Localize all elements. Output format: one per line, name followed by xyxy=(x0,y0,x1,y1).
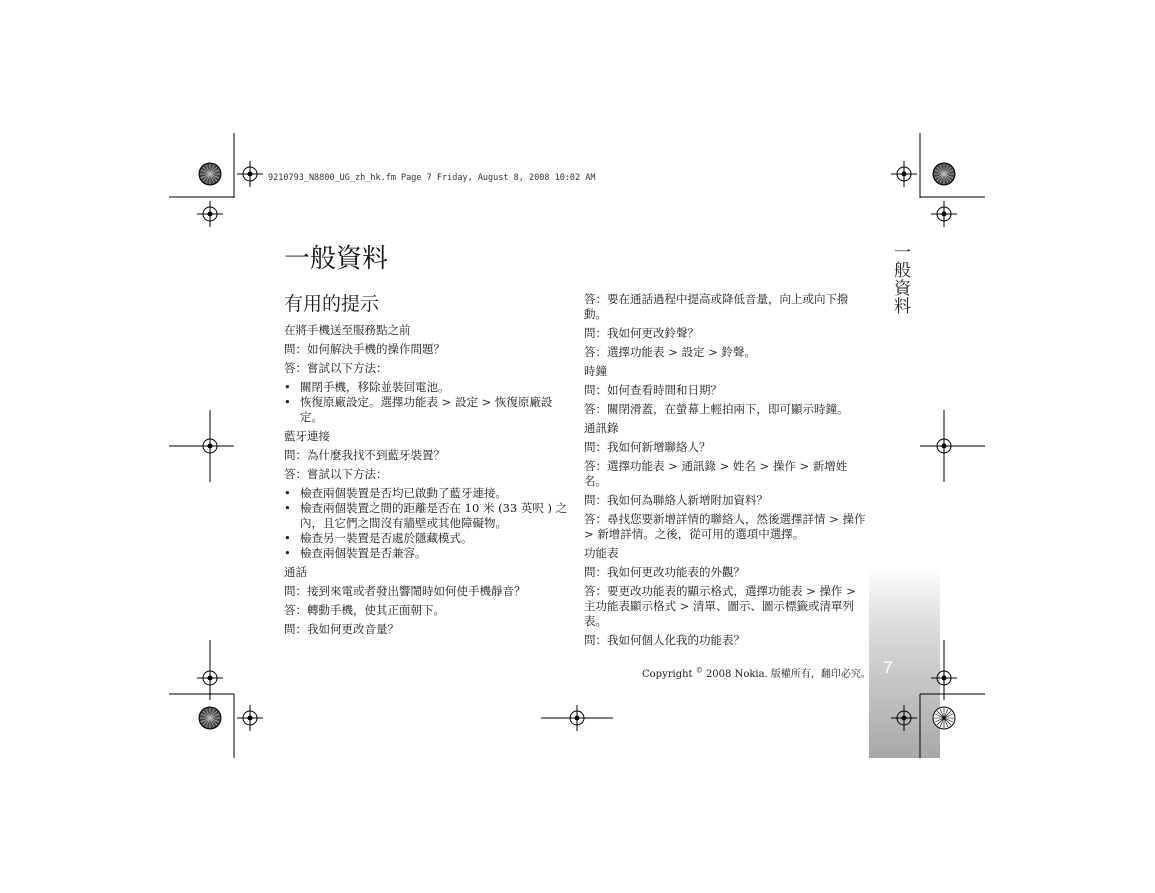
subheading-menu: 功能表 xyxy=(584,546,619,560)
copyright-text: 2008 Nokia. 版權所有，翻印必究。 xyxy=(705,669,871,680)
question: 問：如何查看時間和日期？ xyxy=(584,383,722,397)
answer: 答：轉動手機，使其正面朝下。 xyxy=(284,603,445,617)
subheading-contacts: 通訊錄 xyxy=(584,421,619,435)
answer: 答：嘗試以下方法： xyxy=(284,467,388,481)
subheading-bluetooth: 藍牙連接 xyxy=(284,429,330,443)
answer: 答：要更改功能表的顯示格式，選擇功能表 > 操作 > 主功能表顯示格式 > 清單、圖示、圖示標籤或清單列表。 xyxy=(584,584,856,628)
question: 問：我如何更改鈴聲？ xyxy=(584,326,699,340)
copyright-symbol: © xyxy=(695,666,703,675)
side-tab-title: 一般資料 xyxy=(890,243,910,315)
subheading-calls: 通話 xyxy=(284,565,307,579)
bullet-item: • 關閉手機，移除並裝回電池。 xyxy=(284,380,569,395)
chapter-title: 一般資料 xyxy=(284,244,389,274)
bullet-list xyxy=(284,486,569,561)
answer: 答：尋找您要新增詳情的聯絡人，然後選擇詳情 > 操作 > 新增詳情。之後，從可用的選項中選擇。 xyxy=(584,512,866,541)
question: 問：我如何更改功能表的外觀？ xyxy=(584,565,745,579)
file-header: 9210793_N8800_UG_zh_hk.fm Page 7 Friday, August 8, 2008 10:02 AM xyxy=(268,173,596,183)
bullet-item: • 恢復原廠設定。選擇功能表 > 設定 > 恢復原廠設定。 xyxy=(284,395,569,425)
question: 問：我如何個人化我的功能表？ xyxy=(584,633,745,647)
bullet-item: • 檢查另一裝置是否處於隱藏模式。 xyxy=(284,531,569,546)
answer: 答：要在通話過程中提高或降低音量，向上或向下撥動。 xyxy=(584,292,849,321)
bullet-list xyxy=(284,380,569,425)
answer: 答：選擇功能表 > 通訊錄 > 姓名 > 操作 > 新增姓名。 xyxy=(584,459,848,488)
answer: 答：關閉滑蓋，在螢幕上輕拍兩下，即可顯示時鐘。 xyxy=(584,402,849,416)
page-number: 7 xyxy=(883,658,893,677)
left-column xyxy=(284,292,569,641)
right-column xyxy=(584,292,866,652)
subheading-clock: 時鐘 xyxy=(584,364,607,378)
question: 問：接到來電或者發出響鬧時如何使手機靜音？ xyxy=(284,584,526,598)
answer: 答：嘗試以下方法： xyxy=(284,361,388,375)
question: 問：我如何為聯絡人新增附加資料？ xyxy=(584,493,768,507)
section-title: 有用的提示 xyxy=(284,293,380,315)
copyright-notice xyxy=(642,665,871,680)
answer: 答：選擇功能表 > 設定 > 鈴聲。 xyxy=(584,345,756,359)
subheading-before-service: 在將手機送至服務點之前 xyxy=(284,323,411,337)
question: 問：如何解決手機的操作問題？ xyxy=(284,342,445,356)
bullet-item: • 檢查兩個裝置是否均已啟動了藍牙連接。 xyxy=(284,486,569,501)
copyright-prefix: Copyright xyxy=(642,669,693,680)
bullet-item: • 檢查兩個裝置是否兼容。 xyxy=(284,546,569,561)
question: 問：我如何新增聯絡人？ xyxy=(584,440,711,454)
question: 問：為什麼我找不到藍牙裝置？ xyxy=(284,448,445,462)
question: 問：我如何更改音量？ xyxy=(284,622,399,636)
bullet-item: • 檢查兩個裝置之間的距離是否在 10 米 (33 英呎 ) 之內，且它們之間沒有牆壁或其他障礙物。 xyxy=(284,501,569,531)
